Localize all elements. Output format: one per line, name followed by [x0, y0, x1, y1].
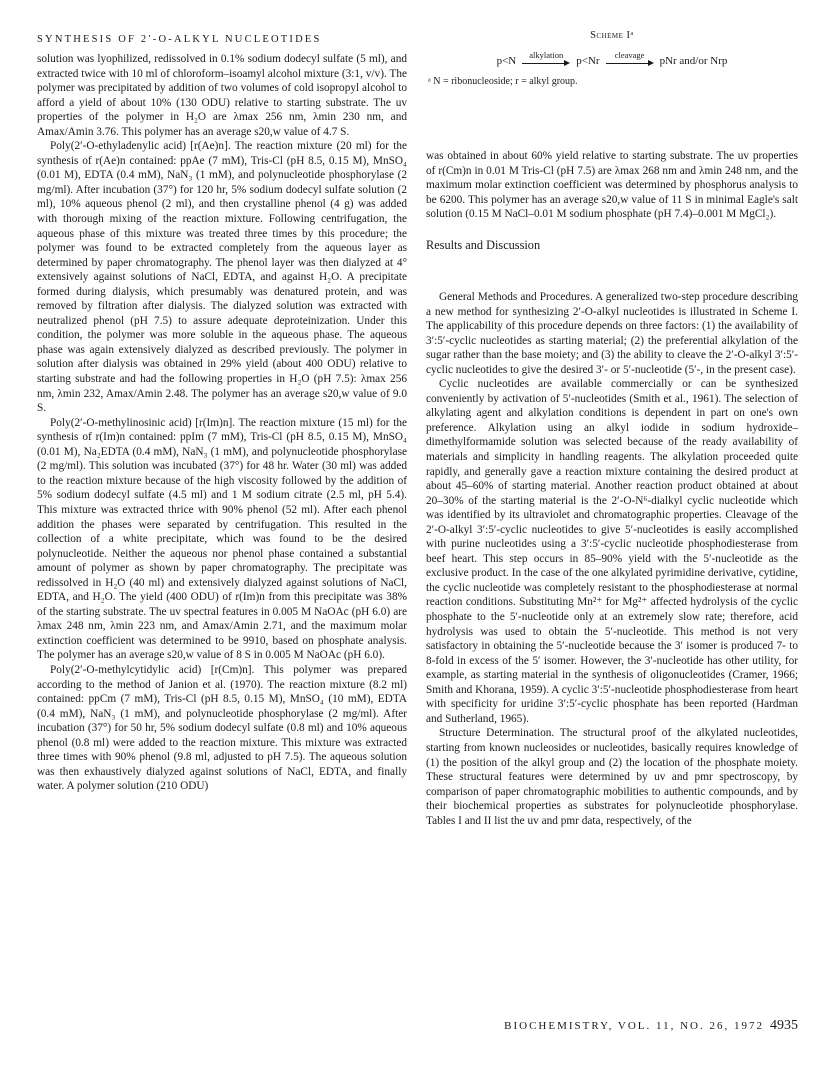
cleavage-arrow [606, 51, 654, 67]
paragraph: was obtained in about 60% yield relative to starting substrate. The uv properties of r(Cm)n in 0.01 M Tris-Cl (pH 7.5) are λmax 268 nm and λmin 248 nm, and the maximum molar extinction coefficient was determined by phosphorus analysis to be 6200. This polymer has an average s20,w value of 11 S in minimal Eagle's salt solution (0.15 M NaCl–0.01 M sodium phosphate (pH 7.4)–0.001 M MgCl₂). [426, 150, 798, 221]
paragraph: General Methods and Procedures. A generalized two-step procedure describing a new method for synthesizing 2′-O-alkyl nucleotides is illustrated in Scheme I. The applicability of this procedure depends on three factors: (1) the availability of 3′:5′-cyclic nucleotides as starting material; (2) the preferential alkylation of the sugar rather than the base moiety; and (3) the ability to cleave the 2′-O-alkyl 3′:5′-cyclic nucleotides to give the desired 3′- or 5′-nucleotide (5′-, in the present case). [426, 291, 798, 376]
right-column [426, 290, 798, 828]
left-column [37, 52, 407, 794]
paragraph: Poly(2′-O-methylcytidylic acid) [r(Cm)n]. This polymer was prepared according to the method of Janion et al. (1970). The reaction mixture (8.2 ml) contained: ppCm (7 mM), Tris-Cl (pH 8.5, 0.15 M), MnSO₄ (10 mM), EDTA (0.4 mM), NaN₃ (1 mM), and polynucleotide phosphorylase (2 mg/ml). After incubation (37°) for 50 hr, 5% sodium dodecyl sulfate (0.8 ml) and 10% aqueous phenol (0.8 ml) were added to the reaction mixture. This mixture was extracted three times with 90% phenol (9.8 ml, adjusted to pH 7.5). The aqueous solution was then exhaustively dialyzed against solutions of NaCl, EDTA, and finally water. A polymer solution (210 ODU) [37, 663, 407, 793]
paragraph: Poly(2′-O-ethyladenylic acid) [r(Ae)n]. The reaction mixture (20 ml) for the synthesis of r(Ae)n contained: ppAe (7 mM), Tris-Cl (pH 8.5, 0.15 M), MnSO₄ (0.01 M), EDTA (0.4 mM), NaN₃ (1 mM), and polynucleotide phosphorylase (2 mg/ml). After incubation (37°) for 120 hr, 5% sodium dodecyl sulfate solution (2 ml), 10% aqueous phenol (2 ml), and then crystalline phenol (4 g) was added with thorough mixing of the reaction mixture. Following centrifugation, the aqueous phase of this mixture was treated three times by this procedure; the polymer was found to be extracted completely from the aqueous layer as determined by paper chromatography. The phenol layer was then dialyzed at 4° extensively against solutions of NaCl, EDTA, and against H₂O. A precipitate formed during dialysis, which presumably was denatured protein, and was removed by filtration after dialysis. The dialyzed solution was extracted with neutralized phenol (pH 7.5) to assure adequate deproteinization. Under this condition, the polymer was more soluble in the aqueous phase. The aqueous phase was again extensively dialyzed as described previously. The polymer in solution after dialysis was obtained in 29% yield (about 400 ODU) relative to starting substrate and had the following properties in H₂O (pH 7.5): λmax 256 nm, λmin 232, Amax/Amin 2.48. The polymer has an average s20,w value of 9.0 S. [37, 140, 407, 415]
journal-citation: BIOCHEMISTRY, VOL. 11, NO. 26, 1972 [504, 1020, 764, 1032]
page-number: 4935 [770, 1018, 798, 1033]
arrow-right-icon [522, 60, 570, 67]
scheme-end: pNr and/or Nrp [659, 55, 728, 67]
running-head: SYNTHESIS OF 2′-O-ALKYL NUCLEOTIDES [37, 34, 322, 45]
scheme-footnote: ᵃ N = ribonucleoside; r = alkyl group. [428, 76, 578, 87]
scheme-figure [426, 30, 798, 87]
paragraph: Structure Determination. The structural proof of the alkylated nucleotides, starting from known nucleosides or nucleotides, basically requires knowledge of (1) the position of the alkyl group and (2) the location of the phosphate moiety. These structural features were determined by uv and pmr spectroscopy, by comparison of paper chromatographic mobilities to authentic compounds, and by their biochemical properties as substrates for polynucleotide phosphorylase. Tables I and II list the uv and pmr data, respectively, of the [426, 727, 798, 827]
scheme-equation [426, 51, 798, 67]
paragraph: solution was lyophilized, redissolved in 0.1% sodium dodecyl sulfate (5 ml), and extracted twice with 10 ml of chloroform–isoamyl alcohol mixture (3:1, v/v). The polymer was precipitated by addition of two volumes of cold isopropyl alcohol to afford a yield of about 10% (130 ODU) relative to starting substrate. The uv properties of the polymer in H₂O are λmax 256 nm, λmin 230 nm, and Amax/Amin 3.76. This polymer has an average s20,w value of 4.7 S. [37, 53, 407, 138]
scheme-middle: p<Nr [576, 55, 600, 67]
alkylation-label: alkylation [529, 50, 564, 60]
arrow-right-icon [606, 60, 654, 67]
scheme-start: p<N [496, 55, 517, 67]
page-footer [426, 1018, 798, 1034]
scheme-title: Scheme Iᵃ [590, 30, 634, 41]
section-heading: Results and Discussion [426, 238, 541, 252]
paragraph: Poly(2′-O-methylinosinic acid) [r(Im)n]. The reaction mixture (15 ml) for the synthesis of r(Im)n contained: ppIm (7 mM), Tris-Cl (pH 8.5, 0.15 M), MnSO₄ (0.01 M), Na₂EDTA (0.4 mM), NaN₃ (1 mM), and polynucleotide phosphorylase (2 mg/ml). This solution was incubated (37°) for 48 hr. Water (30 ml) was added to the reaction mixture because of the high viscosity followed by the addition of 5% sodium dodecyl sulfate (4.5 ml) and 1 M sodium citrate (2.5 ml, pH 5.4). This mixture was extracted thrice with 90% phenol (52 ml). After each phenol addition the phases were separated by centrifugation. This resulted in the collection of a white precipitate, which was found to be the desired polynucleotide. Neither the aqueous nor phenol phase contained a substantial amount of polymer as shown by paper chromatography. The precipitate was redissolved in H₂O (40 ml) and extensively dialyzed against solutions of NaCl, EDTA, and H₂O. The yield (400 ODU) of r(Im)n from this precipitate was 38% of the starting substrate. The uv spectral features in 0.005 M NaOAc (pH 6.0) are λmax 248 nm, λmin 223 nm, and Amax/Amin 2.71, and the maximum molar extinction coefficient was determined to be 9910, based on phosphate analysis. The polymer has an average s20,w value of 8 S in 0.005 M NaOAc (pH 6.0). [37, 416, 407, 662]
alkylation-arrow [522, 51, 570, 67]
cleavage-label: cleavage [614, 50, 645, 60]
right-column-intro [426, 149, 798, 222]
paragraph: Cyclic nucleotides are available commercially or can be synthesized conveniently by activation of 5′-nucleotides (Smith et al., 1961). The selection of alkylating agent and alkylation conditions is dependent in part on one's own preference. Alkylation using an alkyl iodide in sodium hydroxide–dimethylformamide solution was selected because of the ready availability of materials and simplicity in handling reagents. The alkylation proceeded quite rapidly, and generally gave a reaction mixture containing the desired product at about 45–60% of starting material. Another reaction product obtained at about 20–30% of the starting material is the 2′-O-N⁶-dialkyl cyclic nucleotide which was identified by its ultraviolet and chromatographic properties. Cleavage of the 2′-O-alkyl 3′:5′-cyclic nucleotides to give 5′-nucleotides is easily accomplished with purine nucleotides using a 3′:5′-cyclic nucleotide phosphodiesterase from beef heart. This step occurs in 85–90% yield with the 5′-nucleotide as the exclusive product. In the case of the one alkylated pyrimidine derivative, cytidine, the cyclic nucleotide was completely resistant to the phosphodiesterase at normal reaction conditions. Substituting Mn²⁺ for Mg²⁺ affected hydrolysis of the cyclic phosphate to the 5′-nucleotide only at an extremely slow rate; therefore, acid hydrolysis was used to obtain the 5′-nucleotide. This method is not very satisfactory in obtaining the 5′-nucleotide because the 3′ isomer is produced 7- to 8-fold in excess of the 5′ isomer. However, the 3′-nucleotide has other utility, for example, as starting material in the synthesis of oligonucleotides (Cramer, 1966; Smith and Khorana, 1959). A cyclic 3′:5′-nucleotide phosphodiesterase from heart with specificity for uridine 3′:5′-cyclic phosphate has been reported (Hardman and Sutherland, 1965). [426, 378, 798, 725]
